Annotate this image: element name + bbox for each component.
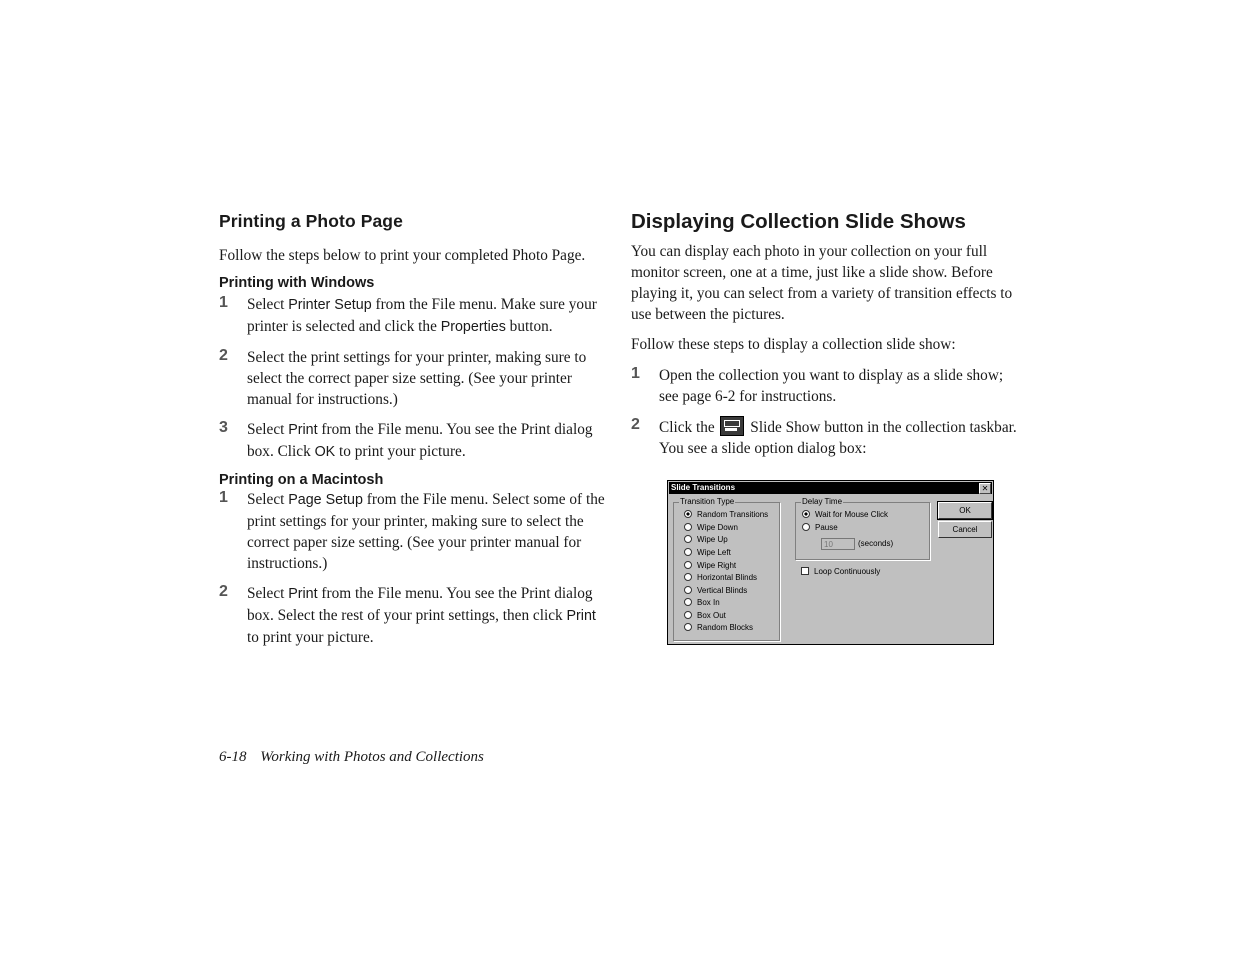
- step-text: Select: [247, 296, 289, 313]
- step-text: from the File menu. Select some of the print settings for your printer, making sure to select the correct paper size setting. (See your printer manual for instructions.): [247, 491, 605, 572]
- ui-term: OK: [314, 444, 336, 460]
- ui-term: Print: [288, 586, 318, 602]
- step-text: Click the: [659, 419, 719, 436]
- step-number: 1: [631, 365, 640, 382]
- follow-paragraph: Follow these steps to display a collection slide show:: [631, 336, 956, 353]
- dialog-title: Slide Transitions: [669, 482, 992, 494]
- radio-label: Random Blocks: [697, 623, 754, 632]
- intro-paragraph: Follow the steps below to print your completed Photo Page.: [219, 247, 586, 264]
- section-title: Displaying Collection Slide Shows: [631, 210, 966, 233]
- ui-term: Print: [288, 422, 318, 438]
- radio-label: Box In: [697, 598, 720, 607]
- slide-show-icon: [720, 416, 744, 436]
- ui-term: Print: [566, 608, 596, 624]
- radio-icon: [802, 510, 810, 518]
- radio-icon: [684, 573, 692, 581]
- radio-icon: [684, 548, 692, 556]
- group-label: Transition Type: [680, 497, 735, 506]
- radio-label: Vertical Blinds: [697, 586, 748, 595]
- step-text: Select: [247, 585, 289, 602]
- radio-random-blocks[interactable]: [684, 623, 753, 632]
- group-label: Delay Time: [802, 497, 843, 506]
- radio-icon: [684, 561, 692, 569]
- section-name: Working with Photos and Collections: [260, 749, 484, 765]
- radio-icon: [684, 611, 692, 619]
- radio-label: Wipe Left: [697, 548, 731, 557]
- windows-step-3: [219, 419, 609, 463]
- radio-wait-mouse-click[interactable]: [802, 510, 888, 519]
- step-text: Select: [247, 421, 289, 438]
- radio-icon: [684, 510, 692, 518]
- step-number: 3: [219, 419, 228, 436]
- left-column: [219, 208, 609, 648]
- radio-label: Horizontal Blinds: [697, 573, 758, 582]
- radio-wipe-left[interactable]: [684, 548, 731, 557]
- ui-term: Page Setup: [288, 492, 363, 508]
- step-text: Select: [247, 491, 289, 508]
- step-text: Select the print settings for your printer, making sure to select the correct paper size setting. (See your printer manual for instructions.): [247, 349, 587, 408]
- radio-icon: [684, 523, 692, 531]
- windows-step-1: [219, 294, 609, 338]
- step-text: from the File menu. You see the Print dialog box. Click: [247, 421, 593, 460]
- slideshow-step-1: [631, 365, 1021, 407]
- mac-heading: Printing on a Macintosh: [219, 472, 384, 488]
- step-number: 1: [219, 489, 228, 506]
- radio-vertical-blinds[interactable]: [684, 586, 747, 595]
- radio-label: Wipe Down: [697, 523, 738, 532]
- close-icon[interactable]: ✕: [979, 483, 991, 494]
- mac-step-1: [219, 489, 609, 574]
- radio-pause[interactable]: [802, 523, 838, 532]
- section-title: Printing a Photo Page: [219, 211, 403, 231]
- radio-label: Pause: [815, 523, 838, 532]
- pause-seconds-input[interactable]: 10: [821, 538, 855, 550]
- radio-wipe-down[interactable]: [684, 523, 738, 532]
- radio-icon: [684, 598, 692, 606]
- radio-icon: [684, 535, 692, 543]
- loop-continuously-checkbox[interactable]: [801, 567, 880, 576]
- step-number: 2: [631, 416, 640, 433]
- radio-label: Wait for Mouse Click: [815, 510, 889, 519]
- radio-label: Wipe Right: [697, 561, 737, 570]
- mac-step-2: [219, 583, 609, 648]
- radio-label: Random Transitions: [697, 510, 769, 519]
- radio-random-transitions[interactable]: [684, 510, 768, 519]
- radio-box-out[interactable]: [684, 611, 726, 620]
- cancel-button[interactable]: Cancel: [938, 521, 992, 538]
- slideshow-step-2: [631, 416, 1021, 459]
- step-number: 2: [219, 583, 228, 600]
- step-text: Slide Show button in the collection taskbar. You see a slide option dialog box:: [659, 419, 1017, 457]
- windows-heading: Printing with Windows: [219, 275, 375, 291]
- ui-term: Printer Setup: [288, 297, 372, 313]
- slide-transitions-dialog: [667, 480, 994, 645]
- page-number: 6-18: [219, 749, 247, 765]
- page-footer: [219, 749, 484, 766]
- step-text: button.: [505, 318, 553, 335]
- ui-term: Properties: [440, 319, 506, 335]
- radio-box-in[interactable]: [684, 598, 720, 607]
- radio-wipe-right[interactable]: [684, 561, 736, 570]
- right-column: [631, 208, 1021, 459]
- radio-icon: [684, 623, 692, 631]
- ok-button[interactable]: OK: [938, 502, 992, 519]
- step-number: 1: [219, 294, 228, 311]
- checkbox-icon: [801, 567, 809, 575]
- radio-icon: [802, 523, 810, 531]
- radio-horizontal-blinds[interactable]: [684, 573, 757, 582]
- step-text: from the File menu. You see the Print dialog box. Select the rest of your print settings, then click: [247, 585, 593, 624]
- radio-label: Box Out: [697, 611, 726, 620]
- step-text: Open the collection you want to display as a slide show; see page 6-2 for instructions.: [659, 367, 1004, 405]
- radio-label: Wipe Up: [697, 535, 728, 544]
- step-number: 2: [219, 347, 228, 364]
- checkbox-label: Loop Continuously: [814, 567, 881, 576]
- seconds-label: (seconds): [858, 539, 894, 548]
- radio-icon: [684, 586, 692, 594]
- step-text: to print your picture.: [335, 443, 466, 460]
- windows-step-2: [219, 347, 609, 410]
- delay-time-group: [795, 497, 930, 560]
- transition-type-group: [673, 497, 780, 641]
- intro-paragraph: You can display each photo in your collection on your full monitor screen, one at a time, just like a slide show. Before playing it, you can select from a variety of transition effects to use between the pictures.: [631, 243, 1013, 323]
- radio-wipe-up[interactable]: [684, 535, 728, 544]
- step-text: to print your picture.: [247, 629, 374, 646]
- step-text: from the File menu. Make sure your printer is selected and click the: [247, 296, 597, 335]
